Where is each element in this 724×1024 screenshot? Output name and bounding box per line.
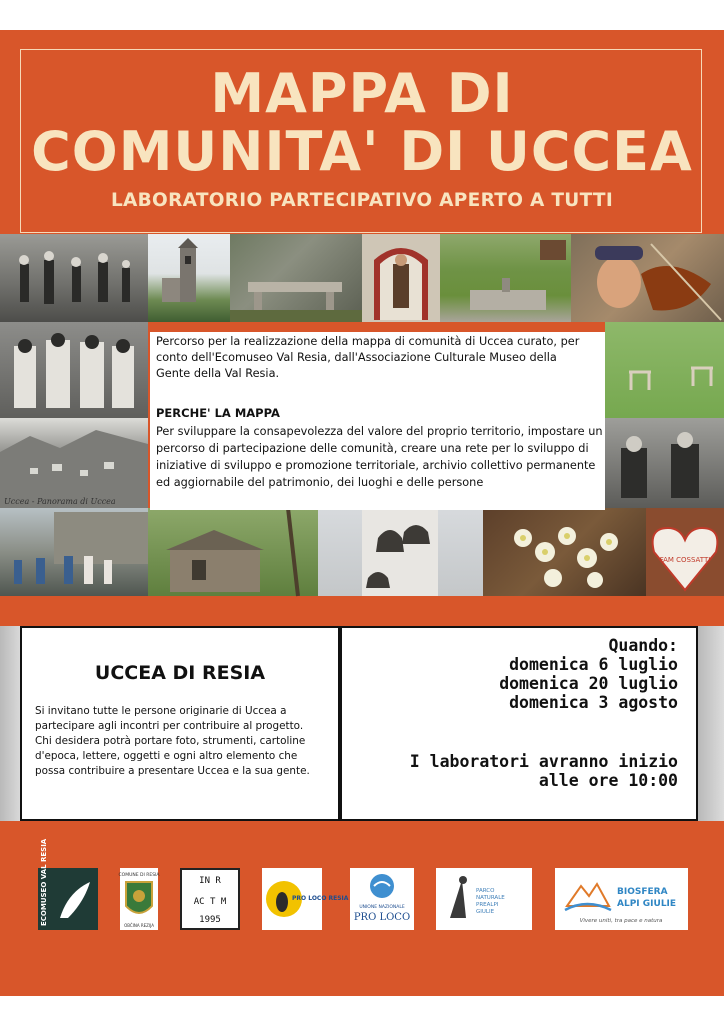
unpli-top-text: UNIONE NAZIONALE (359, 905, 405, 910)
heart-sign-illustration (646, 508, 724, 596)
proloco-resia-text: PRO LOCO RESIA (292, 895, 349, 902)
photo-shrine-statue (362, 234, 440, 322)
why-line-2: percorso di partecipazione delle comunità, creare una rete per lo sviluppo di (156, 442, 589, 455)
info-line-4: d'epoca, lettere, oggetti e ogni altro elemento che (35, 750, 298, 762)
photo-violinist (571, 234, 724, 322)
dancers-illustration (0, 234, 148, 322)
parco-line-2: NATURALE (476, 895, 505, 901)
unpli-mark (350, 868, 414, 930)
intro-line-2: conto dell'Ecomuseo Val Resia, dall'Associazione Culturale Museo della (156, 351, 557, 364)
biosfera-mark (555, 868, 688, 930)
date-3: domenica 3 agosto (509, 693, 678, 712)
museo-monogram (182, 870, 238, 928)
why-heading: PERCHE' LA MAPPA (156, 406, 280, 420)
info-title: UCCEA DI RESIA (94, 662, 266, 684)
photo-church (148, 234, 230, 322)
photo-meadow-fountain (440, 234, 571, 322)
biosfera-line-1: BIOSFERA (617, 887, 668, 897)
subtitle: LABORATORIO PARTECIPATIVO APERTO A TUTTI (110, 190, 614, 211)
schedule-when (499, 636, 678, 712)
intro-line-3: Gente della Val Resia. (156, 367, 280, 380)
logo-comune-resia (120, 868, 158, 930)
parco-mark (436, 868, 532, 930)
logo-ecomuseo (38, 838, 98, 930)
why-line-4: ed aggiornabile del patrimonio, dei luoghi e delle persone (156, 476, 484, 489)
biosfera-tagline: Vivere uniti, tra pace e natura (579, 918, 663, 924)
intro-textbox (150, 332, 605, 510)
info-box-left (20, 626, 340, 821)
photo-village-panorama (0, 418, 148, 508)
museo-top-text: IN R (199, 876, 221, 886)
biosfera-line-2: ALPI GIULIE (617, 899, 677, 909)
title-line-1: MAPPA DI (210, 62, 514, 125)
unpli-main-text: PRO LOCO (353, 912, 411, 923)
start-line-2: alle ore 10:00 (538, 771, 678, 790)
bells-illustration (318, 508, 483, 596)
violinist-illustration (571, 234, 724, 322)
info-line-3: Chi desidera potrà portare foto, strumenti, cartoline (35, 735, 306, 747)
parco-line-4: GIULIE (476, 909, 495, 915)
stone-bench-illustration (230, 234, 362, 322)
comune-crest (120, 868, 158, 930)
women-illustration (0, 322, 148, 418)
date-1: domenica 6 luglio (509, 655, 678, 674)
ecomuseo-logo-mark (38, 838, 98, 930)
parco-line-3: PREALPI (476, 902, 499, 908)
date-2: domenica 20 luglio (499, 674, 678, 693)
title-line-2: COMUNITA' DI UCCEA (31, 120, 693, 183)
why-line-1: Per sviluppare la consapevolezza del valore del proprio territorio, impostare un (156, 425, 603, 438)
photo-bell-tower (318, 508, 483, 596)
wooden-animals-illustration (605, 322, 724, 418)
info-line-2: partecipare agli incontri per contribuire al progetto. (35, 720, 304, 732)
proloco-resia-mark (262, 868, 349, 930)
museo-year-text: 1995 (199, 915, 221, 925)
panorama-illustration (0, 418, 148, 508)
photo-family-sign (646, 508, 724, 596)
museo-mid-text: AC T M (193, 897, 227, 907)
comune-sub-text: OBČINA REZIJA (124, 923, 154, 928)
photo-wooden-animals (605, 322, 724, 418)
start-line-1: I laboratori avranno inizio (409, 752, 678, 771)
photo-women-group (0, 322, 148, 418)
musicians-illustration (605, 418, 724, 508)
ecomuseo-text: ECOMUSEO VAL RESIA (40, 838, 48, 926)
photo-stone-bench (230, 234, 362, 322)
flowers-illustration (483, 508, 646, 596)
photo-group-walk (0, 508, 148, 596)
logo-proloco-resia (262, 868, 349, 930)
comune-text: COMUNE DI RESIA (118, 873, 160, 878)
sign-text: FAM COSSATTI (659, 556, 711, 564)
logo-biosfera (555, 868, 688, 930)
logo-unpli (350, 868, 414, 930)
shrine-statue-illustration (362, 234, 440, 322)
info-line-5: possa contribuire a presentare Uccea e la sua gente. (35, 765, 310, 777)
photo-white-flowers (483, 508, 646, 596)
logo-parco-prealpi (436, 868, 532, 930)
stone-hut-illustration (148, 508, 318, 596)
panorama-caption: Uccea - Panorama di Uccea (4, 497, 116, 506)
photo-stone-hut (148, 508, 318, 596)
left-grey-strip (0, 626, 22, 821)
logo-museo-gente (180, 868, 240, 930)
parco-line-1: PARCO (476, 888, 495, 894)
photo-musicians (605, 418, 724, 508)
why-line-3: iniziative di sviluppo e promozione territoriale, archivio collettivo permanente (156, 459, 596, 472)
intro-line-1: Percorso per la realizzazione della mappa di comunità di Uccea curato, per (156, 335, 580, 348)
schedule-start (410, 752, 678, 790)
right-grey-strip (698, 626, 724, 821)
photo-dancers (0, 234, 148, 322)
info-line-1: Si invitano tutte le persone originarie di Uccea a (35, 705, 287, 717)
church-tower-illustration (148, 234, 230, 322)
group-walk-illustration (0, 508, 148, 596)
fountain-illustration (440, 234, 571, 322)
when-label: Quando: (608, 636, 678, 655)
